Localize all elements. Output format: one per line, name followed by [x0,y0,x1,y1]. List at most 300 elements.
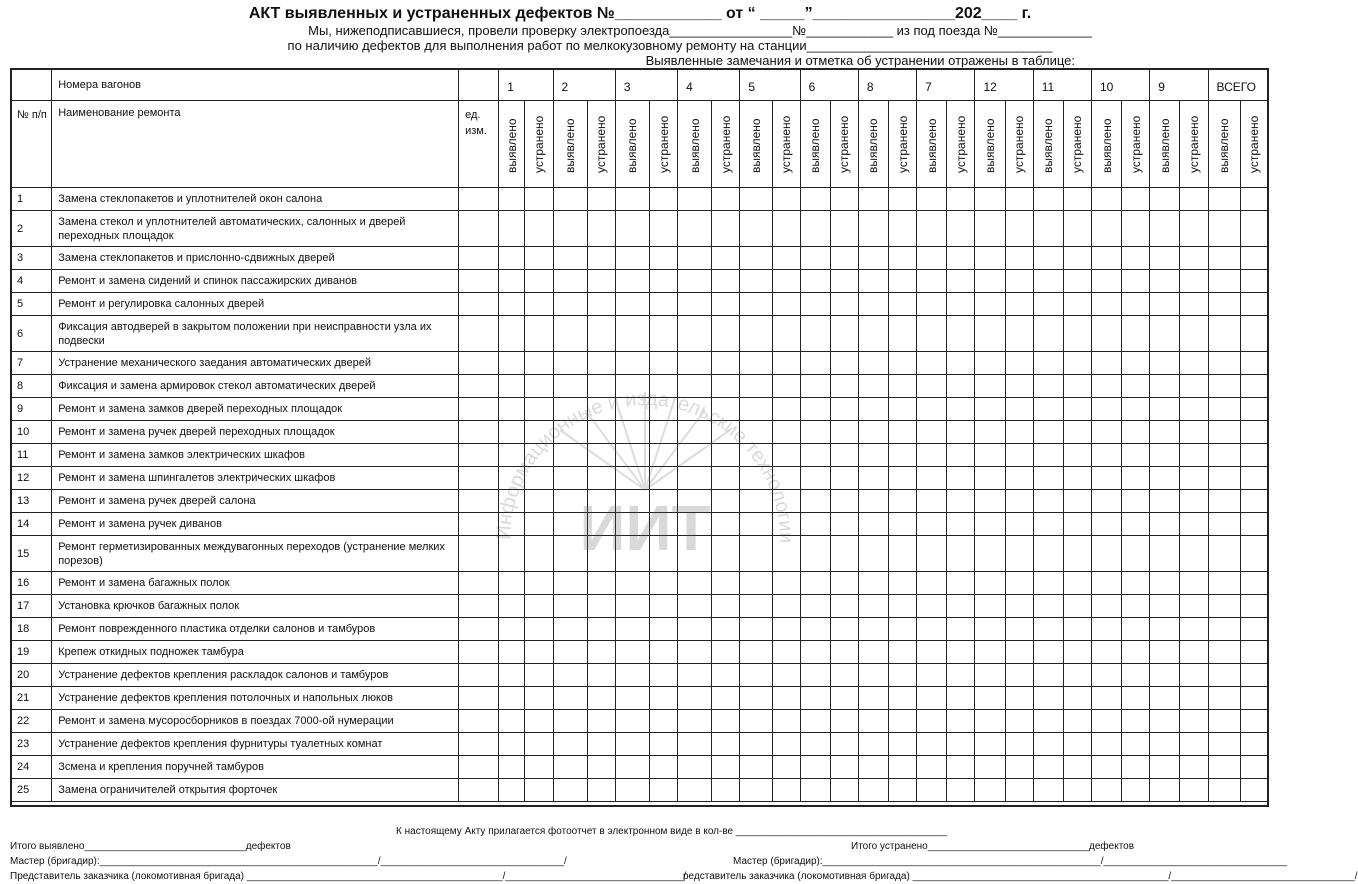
fixed-cell[interactable] [772,756,800,779]
fixed-cell[interactable] [1240,572,1268,595]
found-cell[interactable] [740,513,772,536]
fixed-cell[interactable] [587,490,615,513]
found-cell[interactable] [1208,316,1240,352]
unit-cell[interactable] [459,316,499,352]
found-cell[interactable] [1033,710,1063,733]
found-cell[interactable] [917,444,947,467]
found-cell[interactable] [917,490,947,513]
unit-cell[interactable] [459,490,499,513]
found-cell[interactable] [740,733,772,756]
found-cell[interactable] [678,513,712,536]
found-cell[interactable] [499,421,525,444]
found-cell[interactable] [917,211,947,247]
fixed-cell[interactable] [1180,270,1208,293]
found-cell[interactable] [499,375,525,398]
fixed-cell[interactable] [772,572,800,595]
found-cell[interactable] [800,513,830,536]
found-cell[interactable] [1150,536,1180,572]
fixed-cell[interactable] [889,641,917,664]
fixed-cell[interactable] [947,421,975,444]
found-cell[interactable] [975,664,1005,687]
found-cell[interactable] [858,316,888,352]
unit-cell[interactable] [459,398,499,421]
fixed-cell[interactable] [587,270,615,293]
found-cell[interactable] [1033,595,1063,618]
found-cell[interactable] [499,188,525,211]
found-cell[interactable] [615,687,649,710]
found-cell[interactable] [975,352,1005,375]
found-cell[interactable] [975,467,1005,490]
fixed-cell[interactable] [1005,211,1033,247]
found-cell[interactable] [1033,618,1063,641]
fixed-cell[interactable] [587,398,615,421]
fixed-cell[interactable] [830,618,858,641]
fixed-cell[interactable] [712,595,740,618]
unit-cell[interactable] [459,188,499,211]
found-cell[interactable] [800,270,830,293]
unit-cell[interactable] [459,467,499,490]
found-cell[interactable] [858,664,888,687]
fixed-cell[interactable] [649,316,677,352]
fixed-cell[interactable] [1180,490,1208,513]
fixed-cell[interactable] [712,756,740,779]
found-cell[interactable] [1208,710,1240,733]
found-cell[interactable] [800,211,830,247]
fixed-cell[interactable] [772,444,800,467]
fixed-cell[interactable] [712,572,740,595]
fixed-cell[interactable] [1180,398,1208,421]
found-cell[interactable] [1091,352,1121,375]
fixed-cell[interactable] [712,687,740,710]
fixed-cell[interactable] [1063,211,1091,247]
found-cell[interactable] [615,618,649,641]
fixed-cell[interactable] [587,572,615,595]
fixed-cell[interactable] [772,779,800,802]
found-cell[interactable] [553,490,587,513]
found-cell[interactable] [1208,352,1240,375]
fixed-cell[interactable] [947,687,975,710]
found-cell[interactable] [975,444,1005,467]
fixed-cell[interactable] [525,211,553,247]
fixed-cell[interactable] [649,467,677,490]
fixed-cell[interactable] [1180,513,1208,536]
fixed-cell[interactable] [947,779,975,802]
found-cell[interactable] [1033,247,1063,270]
fixed-cell[interactable] [947,710,975,733]
found-cell[interactable] [678,618,712,641]
fixed-cell[interactable] [1063,536,1091,572]
fixed-cell[interactable] [830,756,858,779]
found-cell[interactable] [1033,270,1063,293]
fixed-cell[interactable] [947,211,975,247]
fixed-cell[interactable] [587,536,615,572]
fixed-cell[interactable] [525,756,553,779]
fixed-cell[interactable] [772,733,800,756]
fixed-cell[interactable] [772,641,800,664]
found-cell[interactable] [1091,641,1121,664]
found-cell[interactable] [499,211,525,247]
fixed-cell[interactable] [525,595,553,618]
fixed-cell[interactable] [947,316,975,352]
fixed-cell[interactable] [1180,710,1208,733]
fixed-cell[interactable] [947,536,975,572]
fixed-cell[interactable] [649,211,677,247]
found-cell[interactable] [615,513,649,536]
fixed-cell[interactable] [1122,710,1150,733]
fixed-cell[interactable] [889,293,917,316]
found-cell[interactable] [553,572,587,595]
found-cell[interactable] [1091,211,1121,247]
fixed-cell[interactable] [587,375,615,398]
fixed-cell[interactable] [889,375,917,398]
found-cell[interactable] [1033,536,1063,572]
found-cell[interactable] [917,247,947,270]
fixed-cell[interactable] [525,733,553,756]
found-cell[interactable] [975,375,1005,398]
fixed-cell[interactable] [1005,421,1033,444]
fixed-cell[interactable] [772,710,800,733]
found-cell[interactable] [1208,595,1240,618]
fixed-cell[interactable] [889,710,917,733]
fixed-cell[interactable] [649,421,677,444]
unit-cell[interactable] [459,733,499,756]
found-cell[interactable] [1150,733,1180,756]
fixed-cell[interactable] [525,375,553,398]
unit-cell[interactable] [459,536,499,572]
found-cell[interactable] [1150,270,1180,293]
fixed-cell[interactable] [1122,572,1150,595]
fixed-cell[interactable] [772,513,800,536]
found-cell[interactable] [1033,687,1063,710]
found-cell[interactable] [553,375,587,398]
fixed-cell[interactable] [1063,756,1091,779]
fixed-cell[interactable] [712,664,740,687]
fixed-cell[interactable] [772,270,800,293]
fixed-cell[interactable] [947,247,975,270]
fixed-cell[interactable] [830,710,858,733]
fixed-cell[interactable] [947,270,975,293]
fixed-cell[interactable] [1063,467,1091,490]
unit-cell[interactable] [459,211,499,247]
found-cell[interactable] [1208,467,1240,490]
found-cell[interactable] [800,490,830,513]
found-cell[interactable] [800,188,830,211]
found-cell[interactable] [615,188,649,211]
found-cell[interactable] [800,756,830,779]
fixed-cell[interactable] [1240,467,1268,490]
fixed-cell[interactable] [1180,188,1208,211]
found-cell[interactable] [1091,467,1121,490]
fixed-cell[interactable] [1063,293,1091,316]
found-cell[interactable] [917,664,947,687]
found-cell[interactable] [800,595,830,618]
fixed-cell[interactable] [525,398,553,421]
found-cell[interactable] [1033,352,1063,375]
fixed-cell[interactable] [712,375,740,398]
found-cell[interactable] [1033,664,1063,687]
found-cell[interactable] [975,572,1005,595]
fixed-cell[interactable] [649,247,677,270]
found-cell[interactable] [1150,641,1180,664]
fixed-cell[interactable] [1005,733,1033,756]
fixed-cell[interactable] [772,316,800,352]
unit-cell[interactable] [459,664,499,687]
fixed-cell[interactable] [1240,270,1268,293]
fixed-cell[interactable] [830,664,858,687]
found-cell[interactable] [740,710,772,733]
found-cell[interactable] [553,664,587,687]
fixed-cell[interactable] [525,467,553,490]
fixed-cell[interactable] [1005,710,1033,733]
found-cell[interactable] [1208,572,1240,595]
found-cell[interactable] [917,572,947,595]
fixed-cell[interactable] [889,595,917,618]
found-cell[interactable] [1150,572,1180,595]
found-cell[interactable] [975,490,1005,513]
found-cell[interactable] [553,352,587,375]
fixed-cell[interactable] [525,316,553,352]
found-cell[interactable] [1091,316,1121,352]
fixed-cell[interactable] [772,375,800,398]
fixed-cell[interactable] [889,398,917,421]
found-cell[interactable] [678,444,712,467]
found-cell[interactable] [553,756,587,779]
fixed-cell[interactable] [712,398,740,421]
found-cell[interactable] [553,733,587,756]
found-cell[interactable] [1150,513,1180,536]
fixed-cell[interactable] [587,467,615,490]
fixed-cell[interactable] [830,247,858,270]
found-cell[interactable] [975,247,1005,270]
fixed-cell[interactable] [1240,247,1268,270]
found-cell[interactable] [858,398,888,421]
fixed-cell[interactable] [525,536,553,572]
found-cell[interactable] [1033,211,1063,247]
fixed-cell[interactable] [649,572,677,595]
fixed-cell[interactable] [525,687,553,710]
found-cell[interactable] [858,733,888,756]
fixed-cell[interactable] [1063,398,1091,421]
fixed-cell[interactable] [889,687,917,710]
fixed-cell[interactable] [1005,618,1033,641]
fixed-cell[interactable] [1122,467,1150,490]
fixed-cell[interactable] [1063,779,1091,802]
found-cell[interactable] [615,572,649,595]
found-cell[interactable] [917,536,947,572]
found-cell[interactable] [975,513,1005,536]
found-cell[interactable] [1150,316,1180,352]
found-cell[interactable] [1150,595,1180,618]
fixed-cell[interactable] [1005,467,1033,490]
fixed-cell[interactable] [1180,316,1208,352]
found-cell[interactable] [858,618,888,641]
fixed-cell[interactable] [772,247,800,270]
found-cell[interactable] [1150,375,1180,398]
found-cell[interactable] [553,687,587,710]
fixed-cell[interactable] [947,352,975,375]
fixed-cell[interactable] [649,687,677,710]
found-cell[interactable] [499,595,525,618]
found-cell[interactable] [1033,779,1063,802]
fixed-cell[interactable] [712,270,740,293]
found-cell[interactable] [917,467,947,490]
fixed-cell[interactable] [1005,316,1033,352]
fixed-cell[interactable] [830,270,858,293]
found-cell[interactable] [858,779,888,802]
found-cell[interactable] [1150,618,1180,641]
found-cell[interactable] [678,247,712,270]
found-cell[interactable] [499,352,525,375]
fixed-cell[interactable] [1063,270,1091,293]
fixed-cell[interactable] [1240,352,1268,375]
found-cell[interactable] [553,536,587,572]
found-cell[interactable] [740,211,772,247]
fixed-cell[interactable] [525,270,553,293]
fixed-cell[interactable] [947,444,975,467]
fixed-cell[interactable] [1180,733,1208,756]
fixed-cell[interactable] [1122,398,1150,421]
fixed-cell[interactable] [1063,247,1091,270]
fixed-cell[interactable] [772,687,800,710]
fixed-cell[interactable] [712,467,740,490]
unit-cell[interactable] [459,375,499,398]
found-cell[interactable] [615,398,649,421]
fixed-cell[interactable] [1240,316,1268,352]
fixed-cell[interactable] [1180,211,1208,247]
found-cell[interactable] [858,710,888,733]
found-cell[interactable] [553,316,587,352]
found-cell[interactable] [858,375,888,398]
unit-cell[interactable] [459,293,499,316]
found-cell[interactable] [499,710,525,733]
found-cell[interactable] [615,779,649,802]
fixed-cell[interactable] [947,467,975,490]
fixed-cell[interactable] [830,375,858,398]
found-cell[interactable] [1033,467,1063,490]
fixed-cell[interactable] [1122,756,1150,779]
fixed-cell[interactable] [1122,536,1150,572]
found-cell[interactable] [1091,247,1121,270]
found-cell[interactable] [1208,687,1240,710]
found-cell[interactable] [553,293,587,316]
found-cell[interactable] [1208,618,1240,641]
unit-cell[interactable] [459,247,499,270]
fixed-cell[interactable] [889,733,917,756]
found-cell[interactable] [917,756,947,779]
found-cell[interactable] [499,572,525,595]
fixed-cell[interactable] [772,467,800,490]
fixed-cell[interactable] [649,536,677,572]
found-cell[interactable] [858,352,888,375]
fixed-cell[interactable] [889,490,917,513]
found-cell[interactable] [553,595,587,618]
fixed-cell[interactable] [1005,687,1033,710]
found-cell[interactable] [1208,756,1240,779]
found-cell[interactable] [1091,664,1121,687]
found-cell[interactable] [615,421,649,444]
fixed-cell[interactable] [587,779,615,802]
found-cell[interactable] [499,641,525,664]
found-cell[interactable] [615,733,649,756]
fixed-cell[interactable] [1005,247,1033,270]
found-cell[interactable] [975,293,1005,316]
found-cell[interactable] [615,270,649,293]
fixed-cell[interactable] [947,375,975,398]
fixed-cell[interactable] [712,421,740,444]
found-cell[interactable] [615,352,649,375]
fixed-cell[interactable] [1180,375,1208,398]
found-cell[interactable] [800,293,830,316]
found-cell[interactable] [499,316,525,352]
fixed-cell[interactable] [1063,710,1091,733]
found-cell[interactable] [1033,733,1063,756]
found-cell[interactable] [499,513,525,536]
fixed-cell[interactable] [772,536,800,572]
fixed-cell[interactable] [1122,293,1150,316]
fixed-cell[interactable] [830,316,858,352]
fixed-cell[interactable] [1122,352,1150,375]
unit-cell[interactable] [459,421,499,444]
found-cell[interactable] [858,421,888,444]
fixed-cell[interactable] [587,687,615,710]
fixed-cell[interactable] [947,398,975,421]
found-cell[interactable] [678,641,712,664]
found-cell[interactable] [678,664,712,687]
unit-cell[interactable] [459,352,499,375]
found-cell[interactable] [917,733,947,756]
fixed-cell[interactable] [1180,664,1208,687]
fixed-cell[interactable] [1063,490,1091,513]
fixed-cell[interactable] [525,710,553,733]
found-cell[interactable] [1150,247,1180,270]
fixed-cell[interactable] [712,779,740,802]
fixed-cell[interactable] [1240,641,1268,664]
fixed-cell[interactable] [889,513,917,536]
fixed-cell[interactable] [649,375,677,398]
found-cell[interactable] [1150,779,1180,802]
found-cell[interactable] [975,595,1005,618]
found-cell[interactable] [800,316,830,352]
fixed-cell[interactable] [1240,211,1268,247]
found-cell[interactable] [800,779,830,802]
fixed-cell[interactable] [1240,293,1268,316]
found-cell[interactable] [678,375,712,398]
fixed-cell[interactable] [1063,641,1091,664]
found-cell[interactable] [800,352,830,375]
found-cell[interactable] [917,779,947,802]
fixed-cell[interactable] [947,756,975,779]
fixed-cell[interactable] [830,444,858,467]
fixed-cell[interactable] [1005,398,1033,421]
fixed-cell[interactable] [587,618,615,641]
found-cell[interactable] [917,293,947,316]
fixed-cell[interactable] [587,211,615,247]
found-cell[interactable] [800,710,830,733]
fixed-cell[interactable] [587,352,615,375]
fixed-cell[interactable] [1063,618,1091,641]
fixed-cell[interactable] [525,490,553,513]
found-cell[interactable] [615,710,649,733]
fixed-cell[interactable] [587,293,615,316]
found-cell[interactable] [1091,572,1121,595]
found-cell[interactable] [499,536,525,572]
fixed-cell[interactable] [1005,779,1033,802]
fixed-cell[interactable] [649,398,677,421]
fixed-cell[interactable] [1122,733,1150,756]
found-cell[interactable] [1208,421,1240,444]
found-cell[interactable] [1091,733,1121,756]
fixed-cell[interactable] [1240,779,1268,802]
